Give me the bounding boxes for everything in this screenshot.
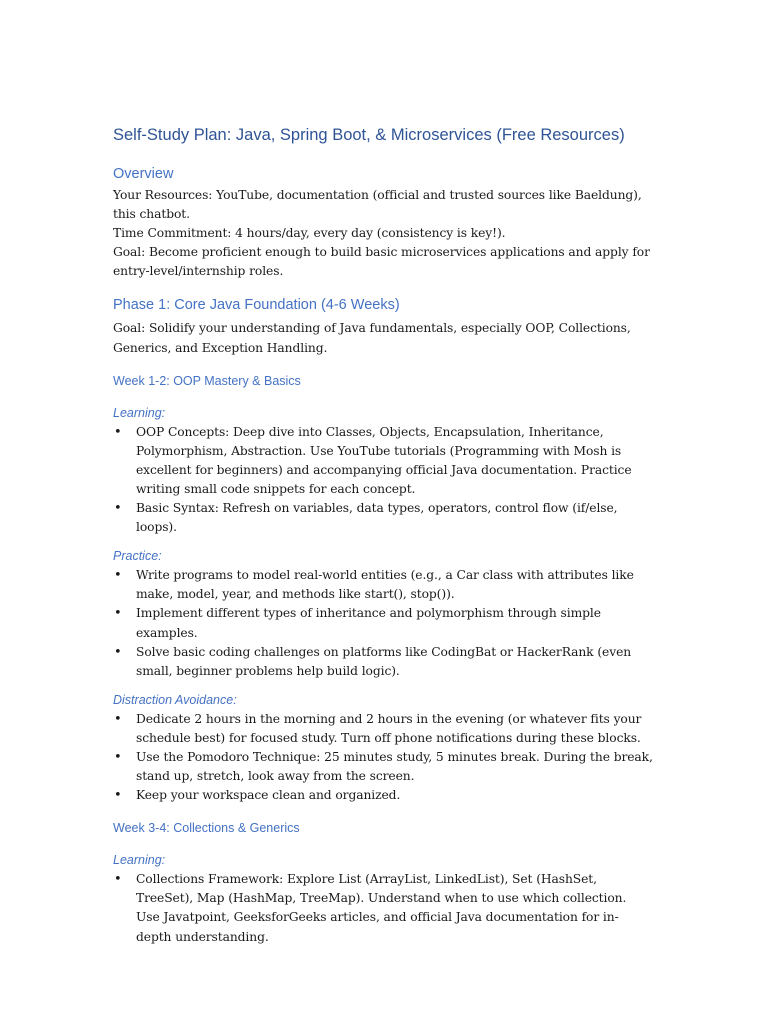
bullet-icon: • — [114, 501, 122, 517]
list-item-text: OOP Concepts: Deep dive into Classes, Objects, Encapsulation, Inheritance, Polymorphism, Abstraction. Use YouTube tutorials (Programming with Mosh is excellent for beginners) and accompanying official Java documentation. Practice writing small code snippets for each concept. — [136, 424, 632, 496]
list-item — [113, 423, 653, 499]
overview-heading: Overview — [113, 166, 174, 182]
list-item — [113, 748, 653, 786]
week12-learning-list — [113, 423, 653, 538]
bullet-icon: • — [114, 788, 122, 804]
week12-heading: Week 1-2: OOP Mastery & Basics — [113, 373, 301, 388]
bullet-icon: • — [114, 424, 122, 440]
document-title: Self-Study Plan: Java, Spring Boot, & Microservices (Free Resources) — [113, 126, 625, 144]
list-item-text: Keep your workspace clean and organized. — [136, 788, 401, 803]
document-content — [113, 124, 653, 957]
overview-resources: Your Resources: YouTube, documentation (official and trusted sources like Baeldung), this chatbot. — [113, 188, 642, 222]
list-item — [113, 566, 653, 604]
phase1-goal: Goal: Solidify your understanding of Java fundamentals, especially OOP, Collections, Generics, and Exception Handling. — [113, 321, 631, 355]
overview-goal: Goal: Become proficient enough to build basic microservices applications and apply for entry-level/internship roles. — [113, 245, 650, 279]
bullet-icon: • — [114, 568, 122, 584]
phase1-heading: Phase 1: Core Java Foundation (4-6 Weeks) — [113, 297, 400, 314]
list-item-text: Collections Framework: Explore List (ArrayList, LinkedList), Set (HashSet, TreeSet), Map (HashMap, TreeMap). Understand when to use which collection. Use Javatpoint, GeeksforGeeks articles, and official Java documentation for in-depth understanding. — [136, 872, 627, 944]
week12-distraction-label: Distraction Avoidance: — [113, 692, 237, 707]
list-item-text: Implement different types of inheritance and polymorphism through simple examples. — [136, 606, 601, 640]
list-item — [113, 870, 653, 946]
list-item — [113, 499, 653, 537]
bullet-icon: • — [114, 872, 122, 888]
bullet-icon: • — [114, 749, 122, 765]
list-item — [113, 710, 653, 748]
week12-distraction-list — [113, 710, 653, 805]
bullet-icon: • — [114, 606, 122, 622]
list-item-text: Write programs to model real-world entities (e.g., a Car class with attributes like make, model, year, and methods like start(), stop()). — [136, 568, 634, 602]
list-item-text: Use the Pomodoro Technique: 25 minutes study, 5 minutes break. During the break, stand up, stretch, look away from the screen. — [136, 749, 653, 784]
bullet-icon: • — [114, 644, 122, 660]
list-item — [113, 604, 653, 642]
list-item-text: Basic Syntax: Refresh on variables, data types, operators, control flow (if/else, loops). — [136, 501, 618, 535]
list-item — [113, 643, 653, 681]
list-item-text: Solve basic coding challenges on platforms like CodingBat or HackerRank (even small, beginner problems help build logic). — [136, 644, 632, 678]
week34-learning-label: Learning: — [113, 853, 166, 868]
week34-heading: Week 3-4: Collections & Generics — [113, 821, 300, 836]
week12-practice-list — [113, 566, 653, 681]
week12-practice-label: Practice: — [113, 549, 162, 564]
list-item-text: Dedicate 2 hours in the morning and 2 hours in the evening (or whatever fits your schedule best) for focused study. Turn off phone notifications during these blocks. — [136, 711, 642, 745]
week12-learning-label: Learning: — [113, 405, 166, 420]
bullet-icon: • — [114, 711, 122, 727]
overview-body — [113, 186, 653, 281]
list-item — [113, 786, 653, 805]
week34-learning-list — [113, 870, 653, 946]
overview-time-commitment: Time Commitment: 4 hours/day, every day (consistency is key!). — [113, 226, 506, 241]
